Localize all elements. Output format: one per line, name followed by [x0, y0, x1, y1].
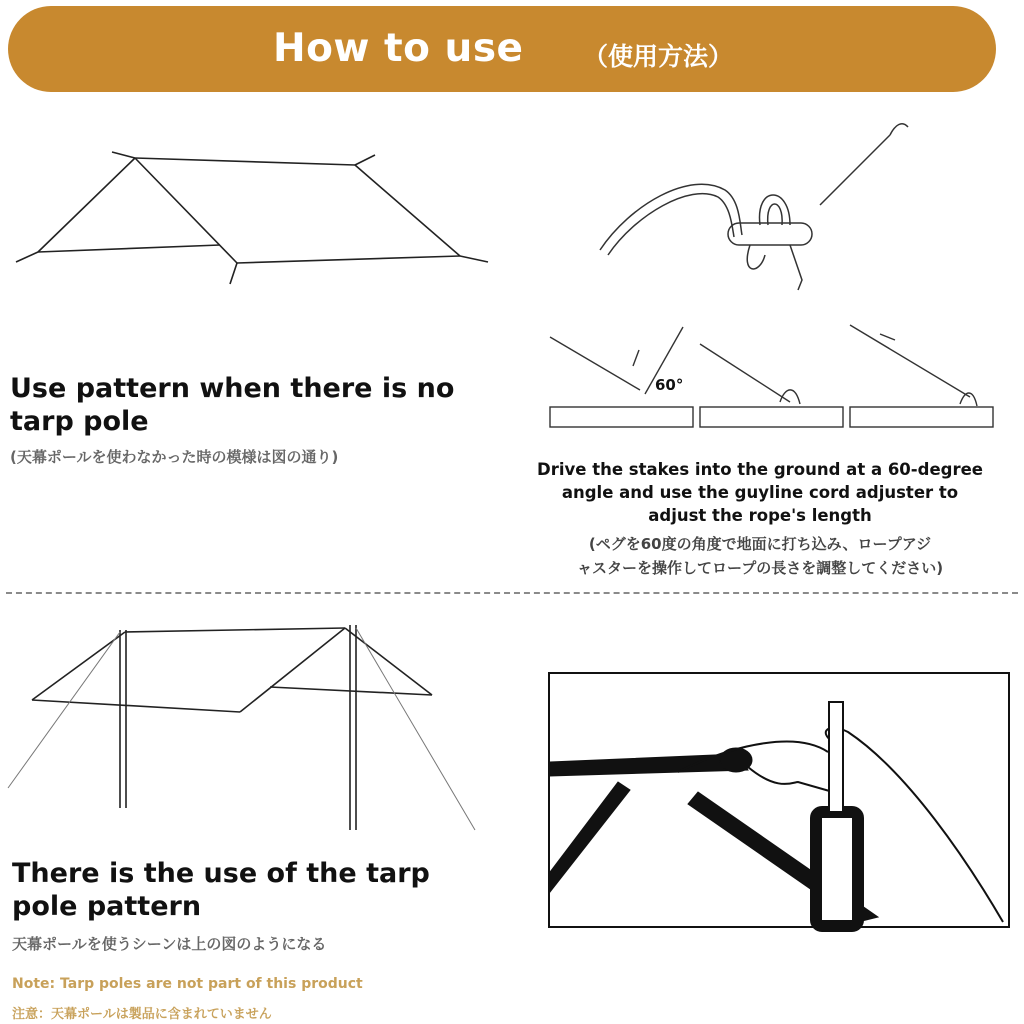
note-jp: 注意：天幕ポールは製品に含まれていません — [12, 1007, 272, 1022]
stake-jp-caption — [505, 532, 1015, 580]
cord-adjuster-illustration — [590, 115, 920, 300]
page-title: How to use — [273, 26, 524, 71]
stake-caption-line2: angle and use the guyline cord adjuster to — [561, 483, 959, 502]
stake-caption-line1: Drive the stakes into the ground at a 60-degree — [537, 460, 983, 479]
no-pole-heading-line2: tarp pole — [10, 406, 149, 437]
header-banner — [8, 6, 996, 92]
pole-heading-line1: There is the use of the tarp — [12, 858, 430, 889]
pole-heading — [12, 857, 430, 923]
stake-caption — [495, 458, 1024, 527]
note-en: Note: Tarp poles are not part of this product — [12, 976, 363, 992]
no-pole-heading-line1: Use pattern when there is no — [10, 373, 455, 404]
pole-closeup-illustration — [548, 672, 1010, 928]
no-pole-jp-caption: (天幕ポールを使わなかった時の模様は図の通り) — [10, 448, 339, 466]
stake-jp-line1: (ペグを60度の角度で地面に打ち込み、ロープアジ — [588, 535, 932, 553]
section-divider — [6, 592, 1018, 594]
tarp-with-pole-illustration — [0, 620, 490, 840]
angle-label: 60° — [655, 376, 684, 394]
stake-jp-line2: ャスターを操作してロープの長さを調整してください) — [576, 559, 944, 577]
stake-caption-line3: adjust the rope's length — [648, 506, 872, 525]
pole-heading-line2: pole pattern — [12, 891, 202, 922]
tarp-no-pole-illustration — [0, 140, 500, 290]
page-subtitle-jp: （使用方法） — [583, 42, 734, 71]
no-pole-heading — [10, 372, 454, 438]
pole-jp-caption: 天幕ポールを使うシーンは上の図のようになる — [12, 935, 327, 953]
stake-angle-diagram — [545, 322, 1000, 432]
